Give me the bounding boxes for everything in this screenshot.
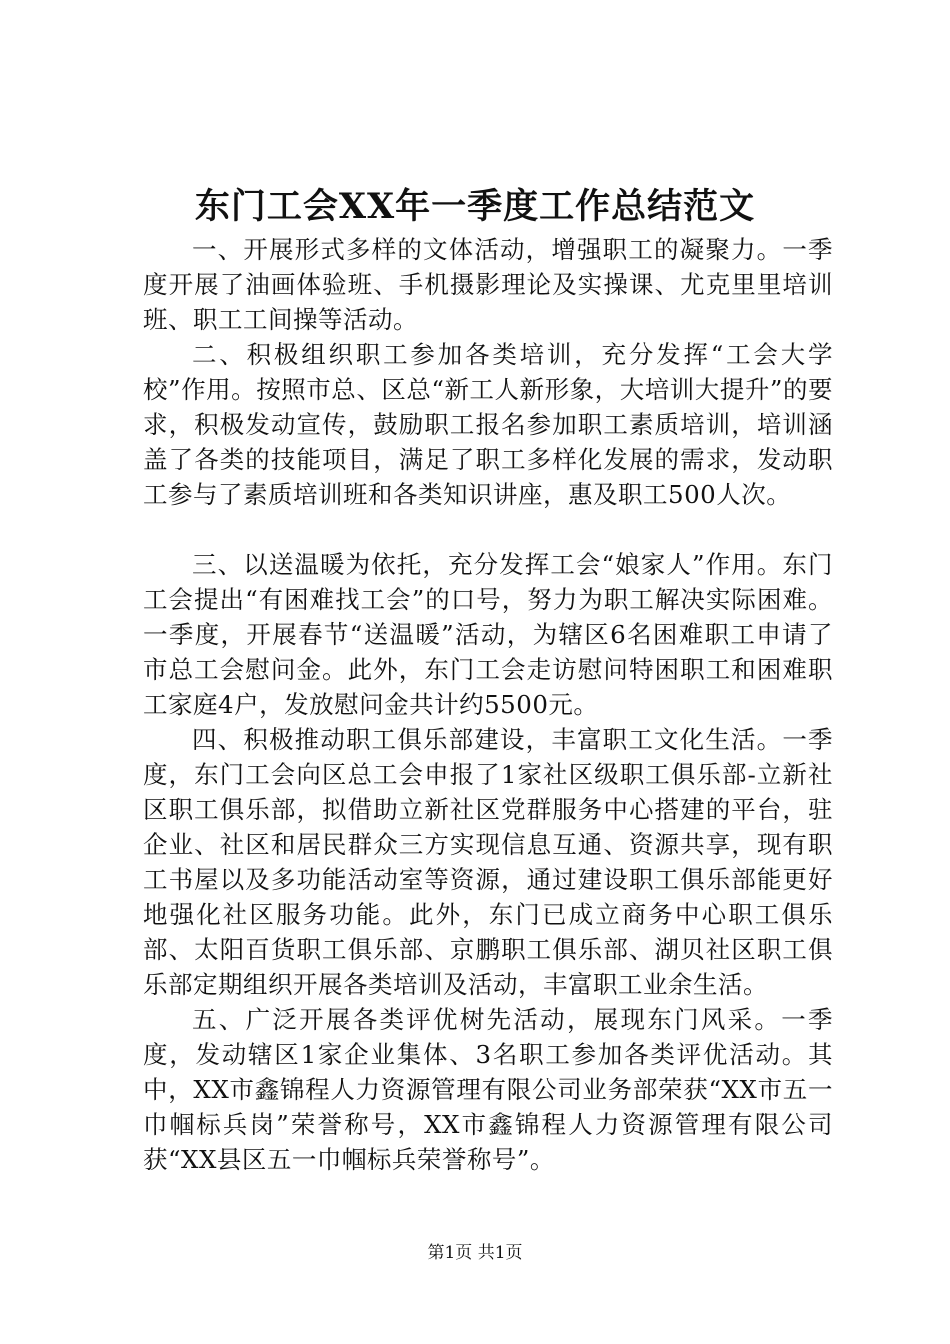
paragraph-2: 二、积极组织职工参加各类培训，充分发挥“工会大学校”作用。按照市总、区总“新工人新形象，大培训大提升”的要求，积极发动宣传，鼓励职工报名参加职工素质培训，培训涵盖了各类的技能项目，满足了职工多样化发展的需求，发动职工参与了素质培训班和各类知识讲座，惠及职工500人次。 xyxy=(143,340,833,509)
document-body xyxy=(143,232,833,1177)
paragraph-5: 五、广泛开展各类评优树先活动，展现东门风采。一季度，发动辖区1家企业集体、3名职工参加各类评优活动。其中，XX市鑫锦程人力资源管理有限公司业务部荣获“XX市五一巾帼标兵岗”荣誉称号，XX市鑫锦程人力资源管理有限公司获“XX县区五一巾帼标兵荣誉称号”。 xyxy=(143,1005,833,1174)
paragraph-1: 一、开展形式多样的文体活动，增强职工的凝聚力。一季度开展了油画体验班、手机摄影理论及实操课、尤克里里培训班、职工工间操等活动。 xyxy=(143,235,833,334)
document-title: 东门工会XX年一季度工作总结范文 xyxy=(194,186,756,227)
paragraph-3: 三、以送温暖为依托，充分发挥工会“娘家人”作用。东门工会提出“有困难找工会”的口号，努力为职工解决实际困难。一季度，开展春节“送温暖”活动，为辖区6名困难职工申请了市总工会慰问金。此外，东门工会走访慰问特困职工和困难职工家庭4户，发放慰问金共计约5500元。 xyxy=(143,550,833,719)
paragraph-4: 四、积极推动职工俱乐部建设，丰富职工文化生活。一季度，东门工会向区总工会申报了1家社区级职工俱乐部-立新社区职工俱乐部，拟借助立新社区党群服务中心搭建的平台，驻企业、社区和居民群众三方实现信息互通、资源共享，现有职工书屋以及多功能活动室等资源，通过建设职工俱乐部能更好地强化社区服务功能。此外，东门已成立商务中心职工俱乐部、太阳百货职工俱乐部、京鹏职工俱乐部、湖贝社区职工俱乐部定期组织开展各类培训及活动，丰富职工业余生活。 xyxy=(143,725,833,999)
page-number-footer: 第1页 共1页 xyxy=(427,1243,523,1263)
